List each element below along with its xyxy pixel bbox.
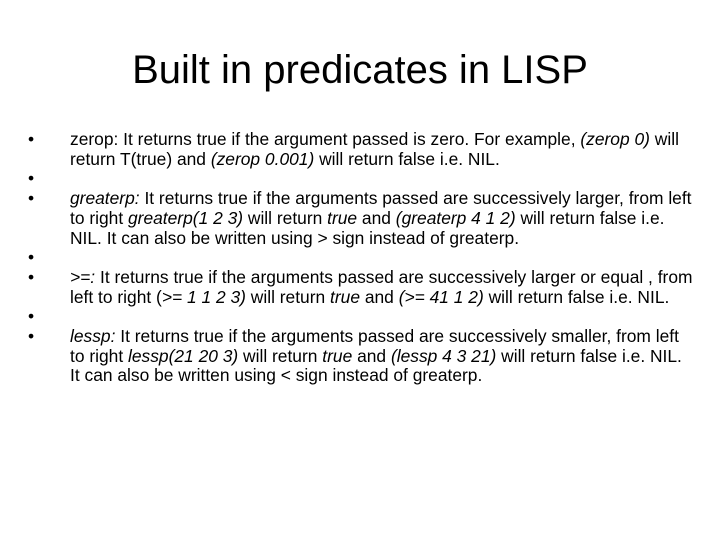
text-run: >= 1 1 2 3) bbox=[161, 286, 246, 307]
text-run: will return bbox=[238, 345, 323, 366]
text-run: (>= 41 1 2) bbox=[398, 286, 484, 307]
text-run: greaterp: bbox=[70, 188, 140, 209]
bullet-list bbox=[28, 130, 696, 386]
text-run: will return T(true) and bbox=[70, 129, 679, 169]
bullet-item bbox=[28, 189, 696, 248]
text-run: and bbox=[352, 345, 391, 366]
text-run: greaterp(1 2 3) bbox=[128, 207, 244, 228]
bullet-marker: • bbox=[28, 129, 35, 149]
bullet-item bbox=[28, 268, 696, 307]
bullet-item bbox=[28, 130, 696, 169]
text-run: lessp(21 20 3) bbox=[128, 345, 239, 366]
text-run: and bbox=[357, 207, 396, 228]
bullet-marker: • bbox=[28, 188, 35, 209]
bullet-text bbox=[70, 326, 682, 385]
text-run: >=: bbox=[70, 266, 96, 287]
text-run: true bbox=[327, 207, 358, 228]
bullet-marker: • bbox=[28, 325, 35, 346]
text-run: It returns true if the arguments passed are successively larger, from left to right bbox=[70, 188, 692, 228]
text-run: will return false i.e. NIL. It can also be written using < sign instead of greaterp. bbox=[70, 345, 682, 386]
bullet-item bbox=[28, 307, 696, 327]
bullet-text bbox=[70, 188, 692, 247]
text-run: true bbox=[330, 286, 360, 307]
bullet-text bbox=[70, 267, 693, 307]
bullet-marker: • bbox=[28, 168, 35, 189]
bullet-text bbox=[70, 129, 679, 169]
text-run: It returns true if the arguments passed are successively larger or equal , from left to right ( bbox=[70, 266, 693, 307]
bullet-item bbox=[28, 248, 696, 268]
text-run: lessp: bbox=[70, 325, 116, 346]
text-run: (zerop 0.001) bbox=[210, 148, 315, 169]
text-run: (lessp 4 3 21) bbox=[390, 345, 497, 366]
bullet-marker: • bbox=[28, 266, 35, 287]
text-run: will return false i.e. NIL. It can also be written using > sign instead of greaterp. bbox=[70, 207, 665, 248]
text-run: (zerop 0) bbox=[580, 129, 650, 149]
text-run: and bbox=[360, 286, 399, 307]
slide-title: Built in predicates in LISP bbox=[132, 48, 588, 92]
text-run: will return false i.e. NIL. bbox=[314, 148, 500, 169]
bullet-item bbox=[28, 169, 696, 189]
text-run: zerop: It returns true if the argument passed is zero. For example, bbox=[70, 129, 581, 149]
text-run: will return bbox=[243, 207, 328, 228]
text-run: true bbox=[322, 345, 353, 366]
text-run: will return bbox=[245, 286, 331, 307]
bullet-marker: • bbox=[28, 247, 35, 268]
text-run: (greaterp 4 1 2) bbox=[395, 207, 516, 228]
bullet-item bbox=[28, 327, 696, 386]
text-run: will return false i.e. NIL. bbox=[483, 286, 670, 307]
text-run: It returns true if the arguments passed are successively smaller, from left to right bbox=[70, 325, 679, 366]
bullet-marker: • bbox=[28, 306, 35, 327]
